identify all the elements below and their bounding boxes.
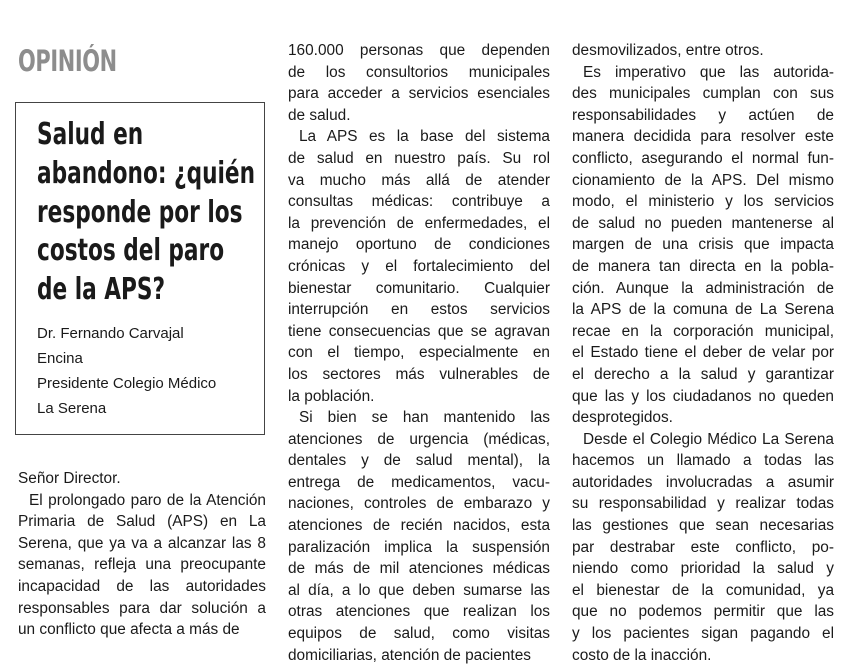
article-line: responsables para dar solución a	[18, 599, 266, 617]
article-line: con el tiempo, especialmente en	[288, 344, 550, 362]
article-line: tiene consecuencias que se agravan	[288, 322, 550, 340]
article-line: modo, el ministerio y los servicios	[572, 193, 834, 211]
article-line: equipos de salud, como visitas	[288, 625, 550, 643]
headline-line: costos del paro	[37, 233, 225, 269]
author-line: Dr. Fernando Carvajal	[37, 325, 184, 342]
article-column-1	[18, 468, 266, 641]
article-line: al día, a lo que deben sumarse las	[288, 581, 550, 599]
article-line: de manera tan directa en la pobla-	[572, 257, 834, 275]
article-line: margen de una crisis que impacta	[572, 236, 834, 254]
headline-line: abandono: ¿quién	[37, 155, 256, 191]
article-line: hacemos un llamado a todas las	[572, 452, 834, 470]
article-line: que no podemos permitir que las	[572, 603, 834, 621]
article-line: 160.000 personas que dependen	[288, 42, 550, 59]
section-label: OPINIÓN	[18, 44, 117, 78]
article-line: recae en la corporación municipal,	[572, 322, 834, 340]
article-line: responsabilidades y actúen de	[572, 106, 834, 124]
article-line: desmovilizados, entre otros.	[572, 42, 764, 59]
headline-line: Salud en	[37, 117, 144, 152]
article-line: y los pacientes sigan pagando el	[572, 625, 834, 643]
article-line: Señor Director.	[18, 470, 121, 487]
headline-line: responde por los	[37, 194, 243, 230]
author-line: La Serena	[37, 400, 107, 417]
article-line: dentales y de salud mental), la	[288, 452, 550, 470]
article-line: de los consultorios municipales	[288, 63, 550, 81]
article-line: de salud.	[288, 106, 351, 124]
article-line: las gestiones que sean necesarias	[572, 517, 834, 535]
article-column-3	[572, 40, 834, 666]
article-line: atenciones de urgencia (médicas,	[288, 430, 550, 448]
article-line: que las y los ciudadanos no queden	[572, 387, 834, 405]
article-line: Serena, que ya va a alcanzar las 8	[18, 534, 266, 552]
article-line: paralización implica la suspensión	[288, 538, 550, 556]
author-line: Presidente Colegio Médico	[37, 375, 217, 392]
article-line: interrupción en estos servicios	[288, 301, 550, 319]
article-line: el bienestar de la comunidad, ya	[572, 581, 834, 599]
article-line: Es imperativo que las autorida-	[583, 63, 834, 81]
article-line: su responsabilidad y realizar todas	[572, 495, 834, 513]
author-line: Encina	[37, 350, 83, 367]
article-line: cionamiento de la APS. Del mismo	[572, 171, 834, 189]
article-line: otras atenciones que realizan los	[288, 603, 550, 621]
author-byline	[37, 321, 216, 421]
article-line: desprotegidos.	[572, 409, 673, 427]
article-line: El prolongado paro de la Atención	[29, 491, 266, 509]
article-line: para acceder a servicios esenciales	[288, 85, 550, 103]
article-line: Primaria de Salud (APS) en La	[18, 513, 266, 531]
headline-line: de la APS?	[37, 272, 166, 308]
article-line: costo de la inacción.	[572, 646, 712, 664]
article-line: va mucho más allá de atender	[288, 171, 550, 189]
article-line: niendo como prioridad la salud y	[572, 560, 834, 578]
headline	[37, 116, 271, 310]
article-line: la prevención de enfermedades, el	[288, 214, 550, 232]
article-line: domiciliarias, atención de pacientes	[288, 646, 531, 664]
article-line: el derecho a la salud y garantizar	[572, 365, 834, 383]
article-line: la población.	[288, 387, 375, 405]
article-line: manejo oportuno de condiciones	[288, 236, 550, 254]
article-line: par destrabar este conflicto, po-	[572, 538, 834, 556]
article-line: de salud en nuestro país. Su rol	[288, 149, 550, 167]
article-line: semanas, refleja una preocupante	[18, 556, 266, 574]
article-line: manera decidida para resolver este	[572, 128, 834, 146]
article-line: entrega de medicamentos, vacu-	[288, 473, 550, 491]
article-line: autoridades involucradas a asumir	[572, 473, 834, 491]
article-line: La APS es la base del sistema	[299, 128, 550, 146]
article-line: de más de mil atenciones médicas	[288, 560, 550, 578]
article-line: ción. Aunque la administración de	[572, 279, 834, 297]
article-line: Si bien se han mantenido las	[299, 409, 550, 427]
article-line: incapacidad de las autoridades	[18, 577, 266, 595]
article-line: de salud no pueden mantenerse al	[572, 214, 834, 232]
article-line: conflicto, asegurando el normal fun-	[572, 149, 834, 167]
article-line: los sectores más vulnerables de	[288, 365, 550, 383]
article-line: atenciones de recién nacidos, esta	[288, 517, 550, 535]
article-line: la APS de la comuna de La Serena	[572, 301, 834, 319]
article-line: des municipales cumplan con sus	[572, 85, 834, 103]
article-line: crónicas y el fortalecimiento del	[288, 257, 550, 275]
article-line: naciones, controles de embarazo y	[288, 495, 550, 513]
article-line: Desde el Colegio Médico La Serena	[583, 430, 834, 448]
article-column-2	[288, 40, 550, 666]
article-line: bienestar comunitario. Cualquier	[288, 279, 550, 297]
article-line: el Estado tiene el deber de velar por	[572, 344, 834, 362]
article-line: un conflicto que afecta a más de	[18, 621, 240, 639]
article-line: consultas médicas: contribuye a	[288, 193, 550, 211]
